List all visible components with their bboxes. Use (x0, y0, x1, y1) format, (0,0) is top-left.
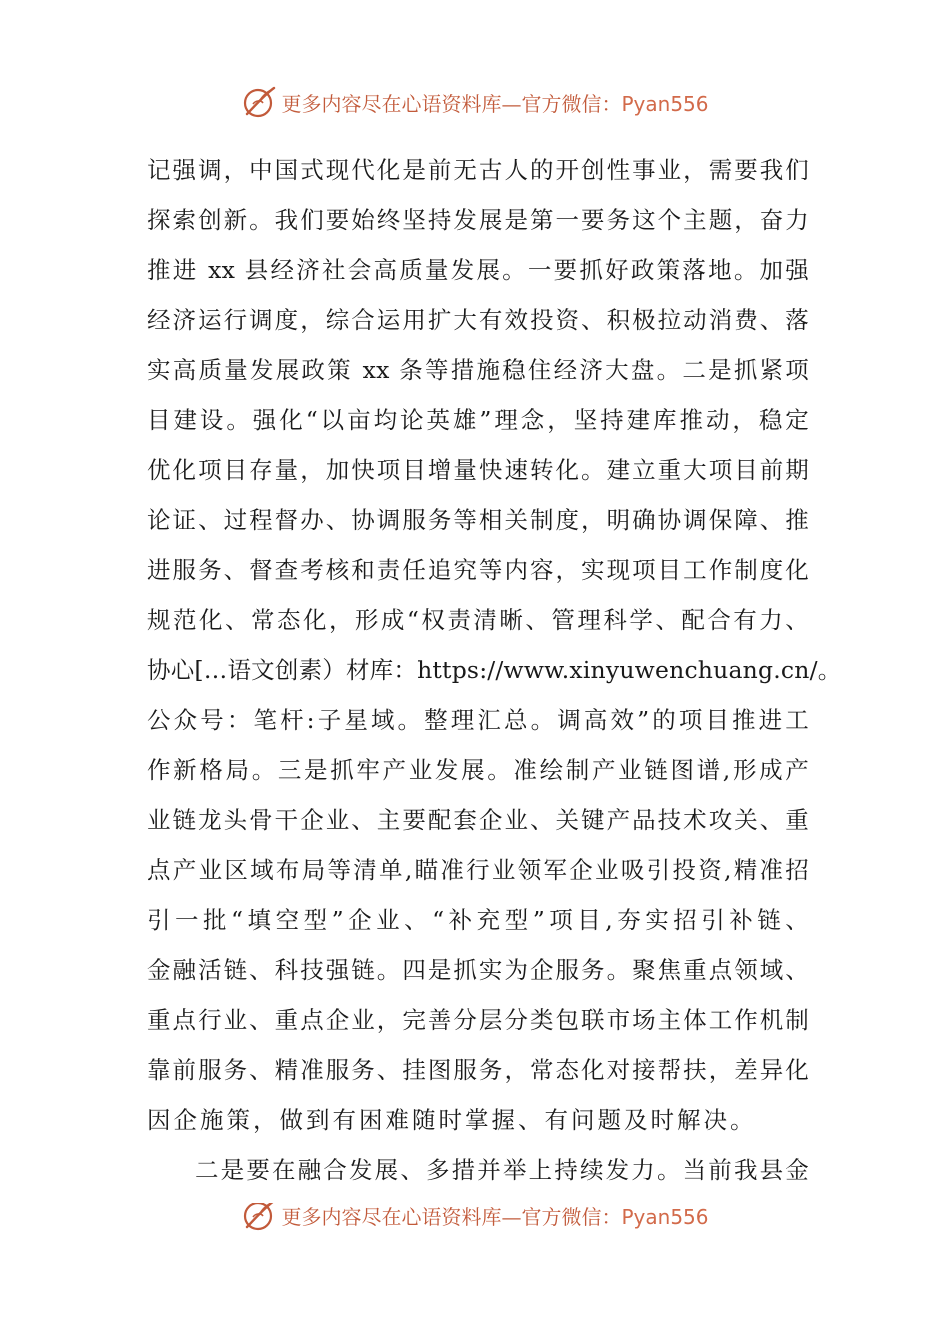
text-line: 目建设。强化“以亩均论英雄”理念，坚持建库推动，稳定 (147, 406, 809, 434)
text-line: 靠前服务、精准服务、挂图服务，常态化对接帮扶，差异化 (147, 1056, 809, 1084)
text-line: 引一批“填空型”企业、“补充型”项目,夯实招引补链、 (147, 906, 809, 934)
text-line: 优化项目存量，加快项目增量快速转化。建立重大项目前期 (147, 456, 809, 484)
text-line: 协心[…语文创素）材库：https://www.xinyuwenchuang.cn/。 (147, 656, 842, 684)
text-line: 探索创新。我们要始终坚持发展是第一要务这个主题，奋力 (147, 206, 809, 234)
quill-logo-icon (241, 1203, 277, 1233)
text-line: 点产业区域布局等清单,瞄准行业领军企业吸引投资,精准招 (147, 856, 809, 884)
footer-banner-text: 更多内容尽在心语资料库—官方微信： (281, 1204, 622, 1229)
paragraph-end-line: 因企施策，做到有困难随时掌握、有问题及时解决。 (147, 1106, 757, 1134)
footer-wechat-id: Pyan556 (621, 1204, 709, 1229)
header-wechat-id: Pyan556 (621, 91, 709, 116)
text-line: 金融活链、科技强链。四是抓实为企服务。聚焦重点领域、 (147, 956, 809, 984)
header-banner-text: 更多内容尽在心语资料库—官方微信： (281, 91, 622, 116)
paragraph-start-line: 二是要在融合发展、多措并举上持续发力。当前我县金 (195, 1156, 809, 1184)
text-line: 规范化、常态化，形成“权责清晰、管理科学、配合有力、 (147, 606, 809, 634)
text-line: 进服务、督查考核和责任追究等内容，实现项目工作制度化 (147, 556, 809, 584)
text-line: 经济运行调度，综合运用扩大有效投资、积极拉动消费、落 (147, 306, 809, 334)
footer-watermark-banner (0, 1203, 950, 1237)
quill-logo-icon (241, 84, 277, 120)
body-text (147, 145, 842, 1195)
text-line: 业链龙头骨干企业、主要配套企业、关键产品技术攻关、重 (147, 806, 809, 834)
text-line: 论证、过程督办、协调服务等相关制度，明确协调保障、推 (147, 506, 809, 534)
text-line: 实高质量发展政策 xx 条等措施稳住经济大盘。二是抓紧项 (147, 356, 809, 384)
text-line: 推进 xx 县经济社会高质量发展。一要抓好政策落地。加强 (147, 256, 809, 284)
text-line: 作新格局。三是抓牢产业发展。准绘制产业链图谱,形成产 (147, 756, 809, 784)
header-watermark-banner (0, 82, 950, 122)
text-line: 重点行业、重点企业，完善分层分类包联市场主体工作机制 (147, 1006, 809, 1034)
text-line: 记强调，中国式现代化是前无古人的开创性事业，需要我们 (147, 156, 809, 184)
text-line: 公众号：笔杆:子星域。整理汇总。调高效”的项目推进工 (147, 706, 809, 734)
